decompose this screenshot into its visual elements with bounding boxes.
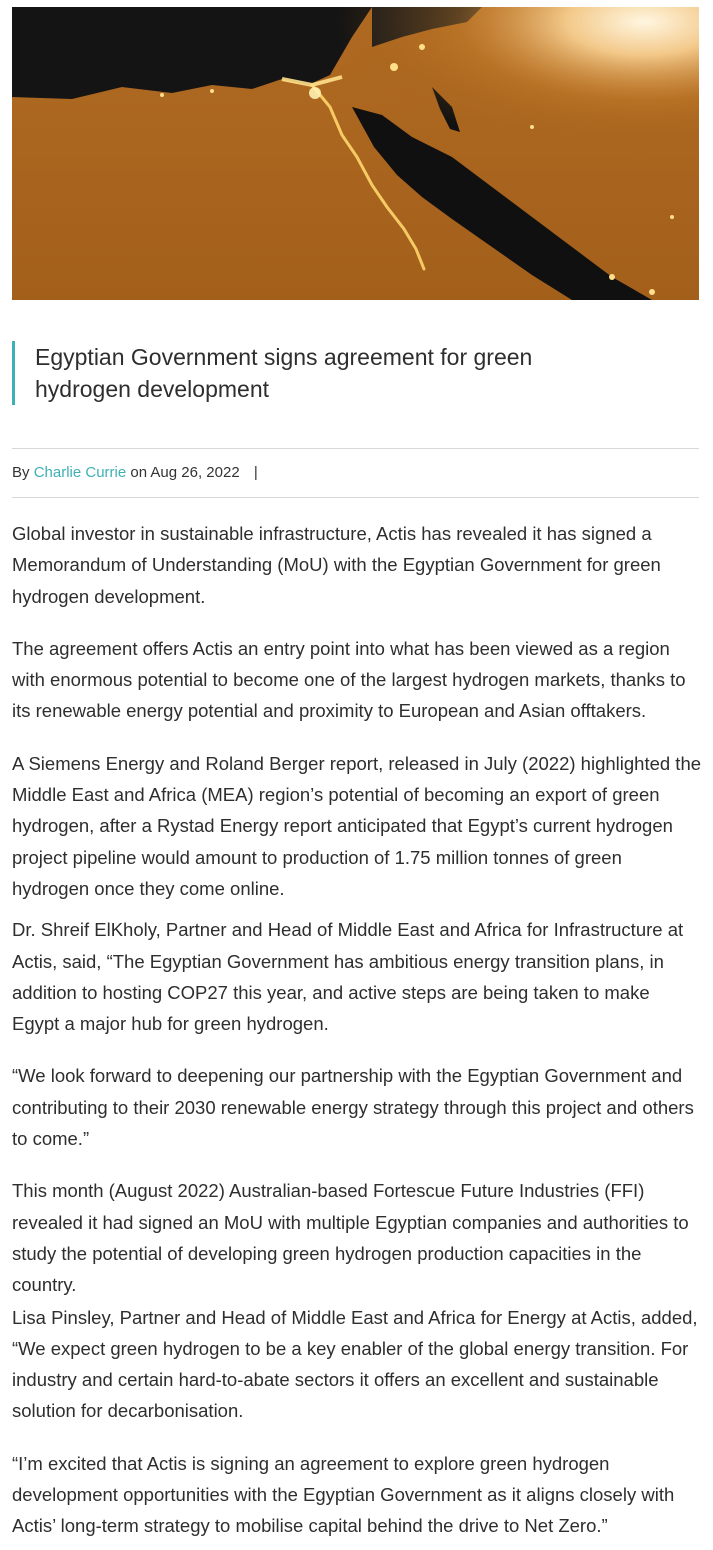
paragraph: This month (August 2022) Australian-based Fortescue Future Industries (FFI) revealed it had signed an MoU with multiple Egyptian companies and authorities to study the potential of developing green hydrogen production capacities in the country. xyxy=(12,1180,689,1296)
hero-image xyxy=(12,7,699,300)
paragraph: Global investor in sustainable infrastructure, Actis has revealed it has signed a Memorandum of Understanding (MoU) with the Egyptian Government for green hydrogen development. xyxy=(12,523,661,607)
byline-on: on xyxy=(130,464,148,481)
paragraph: “I’m excited that Actis is signing an agreement to explore green hydrogen development opportunities with the Egyptian Government as it aligns closely with Actis’ long-term strategy to mobilise capital behind the drive to Net Zero.” xyxy=(12,1452,675,1537)
paragraph: Lisa Pinsley, Partner and Head of Middle East and Africa for Energy at Actis, added, “We expect green hydrogen to be a key enabler of the global energy transition. For industry and certain hard-to-abate sectors it offers an excellent and sustainable solution for decarbonisation. xyxy=(12,1306,698,1422)
article-title: Egyptian Government signs agreement for green hydrogen development xyxy=(35,344,533,402)
publish-date: Aug 26, 2022 xyxy=(150,464,240,481)
satellite-night-image xyxy=(12,7,699,300)
paragraph: Dr. Shreif ElKholy, Partner and Head of Middle East and Africa for Infrastructure at Actis, said, “The Egyptian Government has ambitious energy transition plans, in addition to hosting COP27 this year, and active steps are being taken to make Egypt a major hub for green hydrogen. xyxy=(12,919,684,1035)
article-body xyxy=(12,518,702,1542)
byline-separator: | xyxy=(253,464,258,481)
author-link[interactable]: Charlie Currie xyxy=(33,464,127,481)
byline-prefix: By xyxy=(12,464,30,481)
paragraph: The agreement offers Actis an entry point into what has been viewed as a region with enormous potential to become one of the largest hydrogen markets, thanks to its renewable energy potential and proximity to European and Asian offtakers. xyxy=(12,637,686,722)
paragraph: A Siemens Energy and Roland Berger report, released in July (2022) highlighted the Middle East and Africa (MEA) region’s potential of becoming an export of green hydrogen, after a Rystad Energy report anticipated that Egypt’s current hydrogen project pipeline would amount to production of 1.75 million tonnes of green hydrogen once they come online. xyxy=(12,752,702,899)
byline xyxy=(12,448,699,498)
paragraph: “We look forward to deepening our partnership with the Egyptian Government and contributing to their 2030 renewable energy strategy through this project and others to come.” xyxy=(12,1065,694,1150)
article-title-block xyxy=(12,341,699,405)
